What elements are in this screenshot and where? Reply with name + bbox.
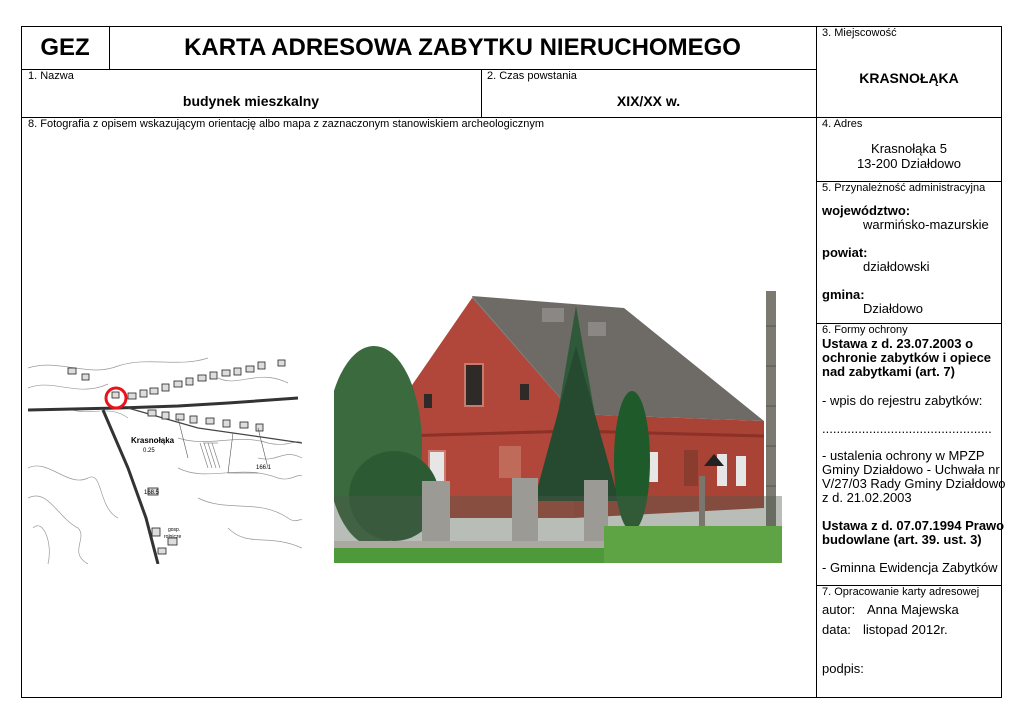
voivodeship-value: warmińsko-mazurskie (863, 217, 989, 232)
map-misc-label-2: rolnicze (164, 534, 182, 540)
voivodeship-label: województwo: (822, 203, 911, 218)
map-place-label: Krasnołąka (131, 436, 175, 445)
date-label: data: (822, 622, 851, 637)
admin-label: 5. Przynależność administracyjna (822, 182, 986, 194)
protection-item-mpzp-1: - ustalenia ochrony w MPZP (822, 448, 985, 463)
divider (21, 69, 816, 70)
location-map (28, 348, 302, 564)
protection-dots: ............................................... (822, 421, 992, 436)
map-elevation-2: 168.5 (144, 490, 160, 496)
protection-item-mpzp-2: Gminy Działdowo - Uchwała nr (822, 462, 1000, 477)
protection-law1-line2: ochronie zabytków i opiece (822, 350, 992, 365)
author-value: Anna Majewska (867, 602, 959, 617)
protection-item-register: - wpis do rejestru zabytków: (822, 393, 983, 408)
map-elevation-1: 166.1 (256, 465, 272, 471)
gez-label: GEZ (40, 34, 90, 61)
protection-law1-line3: nad zabytkami (art. 7) (822, 364, 955, 379)
protection-law2-line2: budowlane (art. 39. ust. 3) (822, 532, 982, 547)
map-misc-label-1: gosp. (168, 527, 181, 533)
protection-law1-line1: Ustawa z d. 23.07.2003 o (822, 336, 974, 351)
photo-drawing (334, 286, 782, 563)
map-drawing (28, 348, 302, 564)
county-label: powiat: (822, 245, 868, 260)
address-line-1: Krasnołąka 5 (871, 141, 947, 156)
date-value: listopad 2012r. (863, 622, 948, 637)
commune-label: gmina: (822, 287, 865, 302)
locality-label: 3. Miejscowość (822, 27, 897, 39)
prepared-label: 7. Opracowanie karty adresowej (822, 586, 980, 598)
page-title: KARTA ADRESOWA ZABYTKU NIERUCHOMEGO (184, 34, 741, 61)
protection-item-gez: - Gminna Ewidencja Zabytków (822, 560, 998, 575)
protection-item-mpzp-4: z d. 21.02.2003 (822, 490, 912, 505)
photo-section-label: 8. Fotografia z opisem wskazującym orientację albo mapa z zaznaczonym stanowiskiem archeologicznym (28, 118, 545, 130)
map-area-label: 0.25 (143, 448, 155, 454)
protection-law2-line1: Ustawa z d. 07.07.1994 Prawo (822, 518, 1005, 533)
author-label: autor: (822, 602, 856, 617)
name-value: budynek mieszkalny (182, 93, 320, 109)
protection-item-mpzp-3: V/27/03 Rady Gminy Działdowo (822, 476, 1006, 491)
divider (816, 26, 817, 698)
address-label: 4. Adres (822, 118, 863, 130)
locality-value: KRASNOŁĄKA (859, 70, 959, 86)
commune-value: Działdowo (863, 301, 923, 316)
address-line-2: 13-200 Działdowo (856, 156, 962, 171)
protection-label: 6. Formy ochrony (822, 324, 908, 336)
county-value: działdowski (863, 259, 930, 274)
name-label: 1. Nazwa (28, 70, 74, 82)
period-label: 2. Czas powstania (487, 70, 577, 82)
signature-label: podpis: (822, 661, 864, 676)
building-photo (334, 286, 782, 563)
period-value: XIX/XX w. (616, 93, 681, 109)
